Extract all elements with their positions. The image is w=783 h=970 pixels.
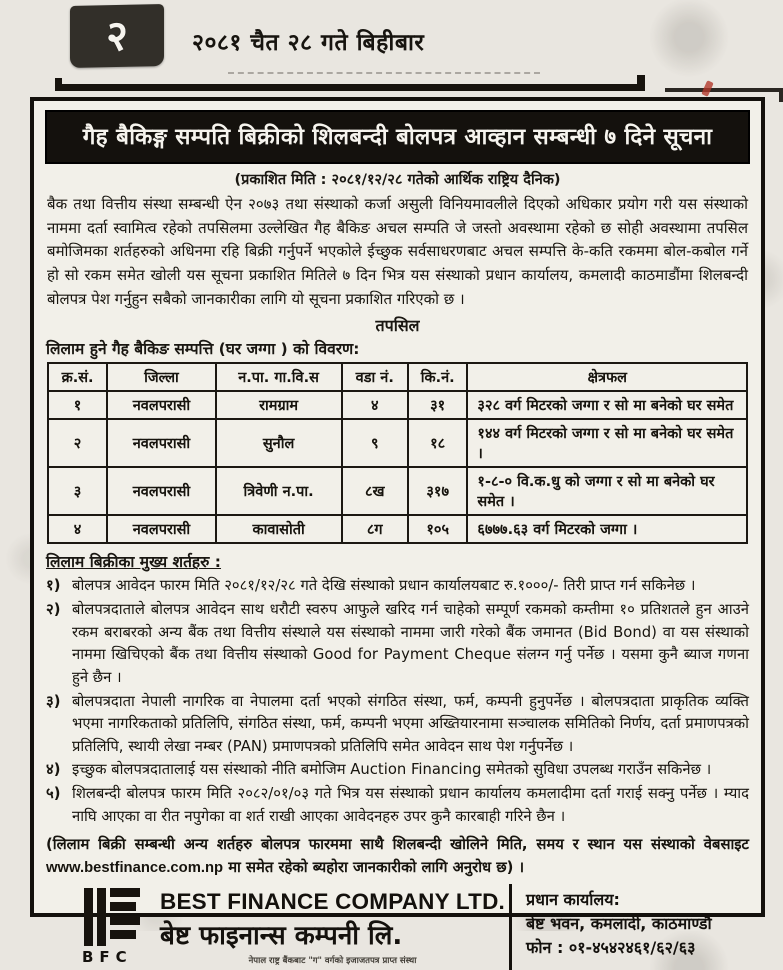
company-identity	[46, 884, 509, 970]
newspaper-date-line: २०८१ चैत २८ गते बिहीबार	[192, 30, 425, 56]
property-table	[47, 362, 748, 544]
header-district: जिल्ला	[107, 363, 215, 391]
cell-ward: ८ग	[342, 515, 408, 543]
cell-plot: १८	[408, 419, 467, 467]
cell-area: १४४ वर्ग मिटरको जग्गा र सो मा बनेको घर समेत ।	[467, 419, 747, 467]
table-caption: लिलाम हुने गैह बैकिङ सम्पत्ति (घर जग्गा ) को विवरण:	[46, 340, 360, 359]
header-serial-number: क्र.सं.	[48, 363, 107, 391]
term-item	[46, 575, 749, 598]
terms-heading: लिलाम बिक्रीका मुख्य शर्तहरु :	[46, 553, 222, 572]
cell-municipality: त्रिवेणी न.पा.	[216, 467, 342, 515]
header-rule-left	[55, 84, 645, 91]
logo-bar	[110, 930, 136, 939]
head-office-label: प्रधान कार्यालय:	[526, 890, 620, 910]
intro-paragraph: बैक तथा वित्तीय संस्था सम्बन्धी ऐन २०७३ तथा संस्थाको कर्जा असुली विनियमावलीले दिएको अधिकार प्रयोग गरी यस संस्थाको नाममा दर्ता स्वामित्व रहेको तपसिलमा उल्लेखित गैह बैकिङ अचल सम्पति जे जस्तो अवस्थामा रहेको छ सोही अवस्थामा तपसिल बमोजिमका शर्तहरुको अधिनमा रहि बिक्री गर्नुपर्ने भएकोले ईच्छुक सर्वसाधरणबाट अचल सम्पत्ति के-कति रकममा बोल-कबोल गर्ने हो सो रकम समेत खोली यस सूचना प्रकाशित मितिले ७ दिन भित्र यस संस्थाको प्रधान कार्यालय, कमलादी काठमाडौंमा शिलबन्दी बोलपत्र पेश गर्नुहुन सबैको जानकारीका लागि यो सूचना प्रकाशित गरिएको छ ।	[47, 195, 748, 308]
table-row	[48, 467, 747, 515]
cell-plot: ३१७	[408, 467, 467, 515]
page-number-badge	[70, 4, 164, 68]
cell-serial: २	[48, 419, 107, 467]
cell-serial: १	[48, 391, 107, 419]
cell-municipality: कावासोती	[216, 515, 342, 543]
table-row	[48, 391, 747, 419]
page-number: २	[106, 10, 128, 61]
term-item	[46, 599, 749, 690]
term-number: ४)	[46, 761, 61, 779]
logo-bar	[110, 916, 140, 925]
cell-area: ६७७७.६३ वर्ग मिटरको जग्गा ।	[467, 515, 747, 543]
term-item	[46, 691, 749, 759]
header-municipality: न.पा. गा.वि.स	[216, 363, 342, 391]
cell-serial: ४	[48, 515, 107, 543]
logo-bar	[110, 888, 140, 897]
header-plot-number: कि.नं.	[408, 363, 467, 391]
table-header-row	[48, 363, 747, 391]
term-number: १)	[46, 577, 61, 595]
cell-plot: ३१	[408, 391, 467, 419]
company-name-english: BEST FINANCE COMPANY LTD.	[160, 888, 506, 914]
footer-note	[46, 834, 749, 880]
head-office-phone: फोन : ०१-४५४२४६१/६२/६३	[526, 938, 696, 958]
cell-district: नवलपरासी	[107, 515, 215, 543]
term-item	[46, 759, 749, 782]
footer-note-post: मा समेत रहेको ब्यहोरा जानकारीको लागि अनुरोध छ) ।	[223, 859, 525, 877]
footer-note-pre: (लिलाम बिक्री सम्बन्धी अन्य शर्तहरु बोलपत्र फारममा साथै शिलबन्दी खोलिने मिति, समय र स्थान यस संस्थाको वेबसाइट	[46, 836, 749, 854]
cell-district: नवलपरासी	[107, 419, 215, 467]
term-number: ३)	[46, 692, 61, 710]
auction-notice-box	[30, 97, 765, 967]
logo-bar	[97, 888, 106, 946]
cell-plot: १०५	[408, 515, 467, 543]
notice-title: गैह बैकिङ्ग सम्पति बिक्रीको शिलबन्दी बोलपत्र आव्हान सम्बन्धी ७ दिने सूचना	[45, 110, 750, 164]
term-text: बोलपत्रदाताले बोलपत्र आवेदन साथ धरौटी स्वरुप आफुले खरिद गर्न चाहेको सम्पूर्ण रकमको कम्तीमा १० प्रतिशतले हुन आउने रकम बराबरको अन्य बैंक तथा वित्तीय संस्थाले यस संस्थाको नाममा जारी गरेको बैंक जमानत (Bid Bond) वा यस संस्थाको नाममा खिचिएको बैंक तथा वित्तीय संस्थाको Good for Payment Cheque संलग्न गर्नु पर्नेछ । यसमा कुनै ब्याज गणना हुने छैन ।	[72, 601, 749, 686]
company-tagline: नेपाल राष्ट्र बैंकबाट "ग" वर्गको इजाजतपत्र प्राप्त संस्था	[248, 955, 417, 966]
company-name-nepali: बेष्ट फाइनान्स कम्पनी लि.	[160, 920, 403, 951]
published-date-line: (प्रकाशित मिति : २०८१/१२/२८ गतेको आर्थिक राष्ट्रिय दैनिक)	[234, 172, 561, 188]
table-row	[48, 419, 747, 467]
company-names	[160, 889, 505, 966]
logo-bfc-text: BFC	[82, 948, 133, 967]
cell-ward: ९	[342, 419, 408, 467]
cell-municipality: रामग्राम	[216, 391, 342, 419]
website-text: www.bestfinance.com.np	[46, 860, 224, 877]
header-ward-number: वडा नं.	[342, 363, 408, 391]
cell-area: ३२८ वर्ग मिटरको जग्गा र सो मा बनेको घर समेत	[467, 391, 747, 419]
cell-ward: ४	[342, 391, 408, 419]
company-block	[46, 884, 749, 970]
logo-bar	[84, 888, 93, 946]
table-row	[48, 515, 747, 543]
term-text: इच्छुक बोलपत्रदातालाई यस संस्थाको नीति बमोजिम Auction Financing समेतको सुविधा उपलब्ध गराउँन सकिनेछ ।	[72, 761, 712, 779]
term-text: बोलपत्रदाता नेपाली नागरिक वा नेपालमा दर्ता भएको संगठित संस्था, फर्म, कम्पनी हुनुपर्नेछ । बोलपत्रदाता प्राकृतिक व्यक्ति भएमा नागरिकताको प्रतिलिपि, संगठित संस्था, फर्म, कम्पनी भएमा अख्तियारनामा सञ्चालक समितिको निर्णय, दर्ता प्रमाणपत्रको प्रतिलिपि, स्थायी लेखा नम्बर (PAN) प्रमाणपत्रको प्रतिलिपि समेत आवेदन साथ पेश गर्नुपर्नेछ ।	[72, 692, 749, 755]
term-text: शिलबन्दी बोलपत्र फारम मिति २०८२/०१/०३ गते भित्र यस संस्थाको प्रधान कार्यालय कमलादीमा दर्ता गराई सक्नु पर्नेछ । म्याद नाघि आएका वा रीत नपुगेका वा शर्त राखी आएका आवेदनहरु उपर कुनै कारबाही गरिने छैन ।	[72, 785, 749, 825]
header-rule-right	[665, 88, 783, 92]
term-number: २)	[46, 601, 61, 619]
cell-district: नवलपरासी	[107, 467, 215, 515]
term-number: ५)	[46, 785, 61, 803]
scan-noise-marks	[228, 72, 540, 74]
cell-area: १-८-० वि.क.धु को जग्गा र सो मा बनेको घर समेत ।	[467, 467, 747, 515]
head-office-block	[509, 884, 749, 970]
cell-ward: ८ख	[342, 467, 408, 515]
cell-municipality: सुनौल	[216, 419, 342, 467]
head-office-address: बेष्ट भवन, कमलादी, काठमाण्डौ	[526, 914, 712, 934]
tapasil-heading: तपसिल	[375, 316, 420, 336]
cell-serial: ३	[48, 467, 107, 515]
term-text: बोलपत्र आवेदन फारम मिति २०८१/१२/२८ गते देखि संस्थाको प्रधान कार्यालयबाट रु.१०००/- तिरी प्राप्त गर्न सकिनेछ ।	[72, 577, 696, 595]
term-item	[46, 783, 749, 828]
logo-bar	[110, 902, 136, 911]
bfc-logo-icon	[82, 888, 146, 966]
header-area: क्षेत्रफल	[467, 363, 747, 391]
cell-district: नवलपरासी	[107, 391, 215, 419]
